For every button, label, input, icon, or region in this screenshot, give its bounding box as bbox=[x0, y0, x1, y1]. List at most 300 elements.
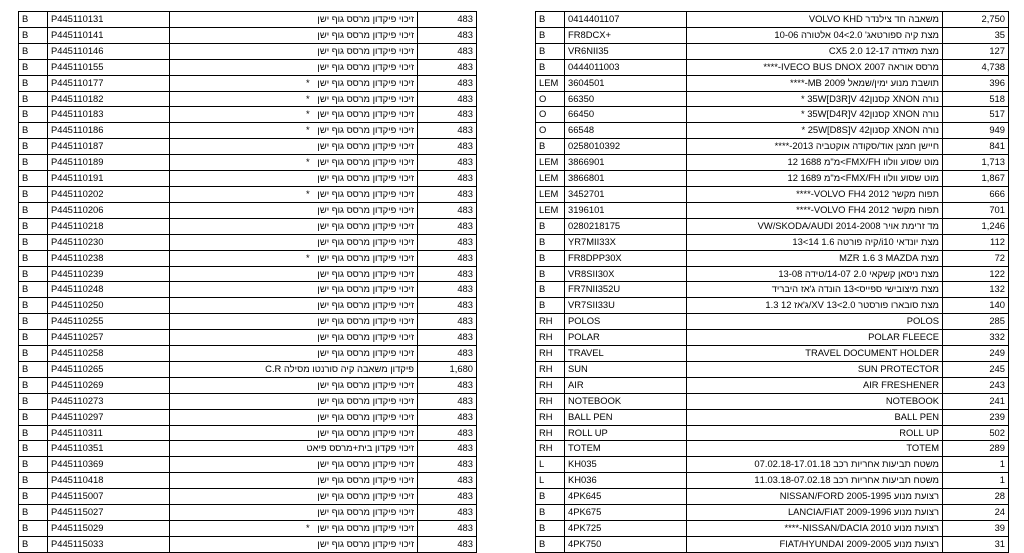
amount-cell: 483 bbox=[418, 59, 477, 75]
description-cell: משטח תביעות אחריות רכב 07.02.18-17.01.18 bbox=[687, 457, 943, 473]
description-cell: נורה XNON קסנון35W[D3R]V 42 * bbox=[687, 91, 943, 107]
description-cell: נורה XNON קסנון35W[D4R]V 42 * bbox=[687, 107, 943, 123]
amount-cell: 72 bbox=[943, 250, 1009, 266]
category-code-cell: B bbox=[536, 12, 565, 28]
amount-cell: 483 bbox=[418, 457, 477, 473]
description-text: זיכוי פיקדון מרסס גוף ישן bbox=[317, 426, 414, 438]
category-code-cell: B bbox=[19, 282, 48, 298]
description-cell: ROLL UP bbox=[687, 425, 943, 441]
part-number-cell: P445110230 bbox=[48, 234, 170, 250]
part-number-cell: NOTEBOOK bbox=[565, 393, 687, 409]
description-text: זיכוי פיקדון מרסס גוף ישן bbox=[317, 60, 414, 72]
description-cell: מוט שסוע וולוו FMX/FH>מ"מ 1689 12 bbox=[687, 171, 943, 187]
part-number-cell: 0280218175 bbox=[565, 218, 687, 234]
table-row bbox=[536, 377, 1009, 393]
table-row bbox=[19, 330, 477, 346]
table-row bbox=[536, 59, 1009, 75]
part-number-cell: P445110186 bbox=[48, 123, 170, 139]
part-number-cell: P445110265 bbox=[48, 361, 170, 377]
description-cell: TOTEM bbox=[687, 441, 943, 457]
table-row bbox=[536, 107, 1009, 123]
part-number-cell: P445110206 bbox=[48, 202, 170, 218]
category-code-cell: LEM bbox=[536, 75, 565, 91]
description-cell: רצועת מנוע NISSAN/DACIA 2010-**** bbox=[687, 521, 943, 537]
table-row bbox=[536, 186, 1009, 202]
description-cell bbox=[170, 75, 418, 91]
description-cell bbox=[170, 123, 418, 139]
category-code-cell: B bbox=[19, 425, 48, 441]
table-row bbox=[19, 218, 477, 234]
description-cell: BALL PEN bbox=[687, 409, 943, 425]
table-row bbox=[536, 123, 1009, 139]
table-row bbox=[536, 393, 1009, 409]
category-code-cell: B bbox=[19, 75, 48, 91]
table-row bbox=[19, 59, 477, 75]
description-text: זיכוי פיקדון מרסס גוף ישן bbox=[317, 219, 414, 231]
part-number-cell: 0414401107 bbox=[565, 12, 687, 28]
table-row bbox=[19, 234, 477, 250]
part-number-cell: 66350 bbox=[565, 91, 687, 107]
category-code-cell: B bbox=[19, 43, 48, 59]
asterisk-mark: * bbox=[306, 124, 310, 136]
amount-cell: 1 bbox=[943, 473, 1009, 489]
table-row bbox=[19, 314, 477, 330]
description-cell bbox=[170, 43, 418, 59]
part-number-cell: P445110250 bbox=[48, 298, 170, 314]
amount-cell: 245 bbox=[943, 361, 1009, 377]
amount-cell: 483 bbox=[418, 218, 477, 234]
category-code-cell: O bbox=[536, 91, 565, 107]
category-code-cell: B bbox=[19, 314, 48, 330]
table-row bbox=[19, 107, 477, 123]
table-row bbox=[536, 441, 1009, 457]
part-number-cell: VR7SII33U bbox=[565, 298, 687, 314]
category-code-cell: B bbox=[19, 346, 48, 362]
table-row bbox=[536, 330, 1009, 346]
category-code-cell: B bbox=[19, 91, 48, 107]
category-code-cell: L bbox=[536, 457, 565, 473]
category-code-cell: RH bbox=[536, 393, 565, 409]
description-text: זיכוי פיקדון מרסס גוף ישן bbox=[317, 13, 414, 24]
part-number-cell: YR7MII33X bbox=[565, 234, 687, 250]
part-number-cell: P445110189 bbox=[48, 155, 170, 171]
part-number-cell: P445110155 bbox=[48, 59, 170, 75]
part-number-cell: P445110255 bbox=[48, 314, 170, 330]
part-number-cell: 3866801 bbox=[565, 171, 687, 187]
table-row bbox=[19, 521, 477, 537]
table-row bbox=[19, 250, 477, 266]
table-row bbox=[19, 536, 477, 552]
description-cell bbox=[170, 521, 418, 537]
part-number-cell: 66450 bbox=[565, 107, 687, 123]
amount-cell: 1,246 bbox=[943, 218, 1009, 234]
amount-cell: 241 bbox=[943, 393, 1009, 409]
description-text: זיכוי פיקדון מרסס גוף ישן bbox=[317, 490, 414, 502]
description-text: זיכוי פיקדון מרסס גוף ישן bbox=[317, 124, 414, 136]
amount-cell: 483 bbox=[418, 298, 477, 314]
part-number-cell: P445110177 bbox=[48, 75, 170, 91]
category-code-cell: RH bbox=[536, 330, 565, 346]
amount-cell: 483 bbox=[418, 425, 477, 441]
category-code-cell: B bbox=[536, 59, 565, 75]
description-cell: נורה XNON קסנון25W[D8S]V 42 * bbox=[687, 123, 943, 139]
part-number-cell: 66548 bbox=[565, 123, 687, 139]
description-cell bbox=[170, 250, 418, 266]
amount-cell: 132 bbox=[943, 282, 1009, 298]
description-text: זיכוי פיקדון מרסס גוף ישן bbox=[317, 92, 414, 104]
category-code-cell: B bbox=[19, 234, 48, 250]
amount-cell: 949 bbox=[943, 123, 1009, 139]
description-text: זיכוי פיקדון מרסס גוף ישן bbox=[317, 410, 414, 422]
table-row bbox=[19, 282, 477, 298]
table-row bbox=[19, 75, 477, 91]
category-code-cell: B bbox=[19, 361, 48, 377]
category-code-cell: B bbox=[19, 473, 48, 489]
part-number-cell: 3604501 bbox=[565, 75, 687, 91]
table-row bbox=[19, 298, 477, 314]
description-text: זיכוי פיקדון מרסס גוף ישן bbox=[317, 235, 414, 247]
amount-cell: 483 bbox=[418, 12, 477, 28]
description-text: זיכוי פיקדון מרסס גוף ישן bbox=[317, 187, 414, 199]
amount-cell: 483 bbox=[418, 250, 477, 266]
amount-cell: 24 bbox=[943, 505, 1009, 521]
description-cell: תפוח מקשר VOLVO FH4 2012-**** bbox=[687, 186, 943, 202]
table-row bbox=[19, 12, 477, 28]
left-table-body bbox=[19, 12, 477, 553]
part-number-cell: FR8DCX+ bbox=[565, 27, 687, 43]
amount-cell: 483 bbox=[418, 282, 477, 298]
amount-cell: 483 bbox=[418, 123, 477, 139]
part-number-cell: P445110273 bbox=[48, 393, 170, 409]
description-text: זיכוי פיקדון מרסס גוף ישן bbox=[317, 28, 414, 40]
amount-cell: 140 bbox=[943, 298, 1009, 314]
table-row bbox=[536, 202, 1009, 218]
category-code-cell: B bbox=[19, 202, 48, 218]
category-code-cell: B bbox=[536, 282, 565, 298]
amount-cell: 483 bbox=[418, 521, 477, 537]
amount-cell: 2,750 bbox=[943, 12, 1009, 28]
description-cell bbox=[170, 186, 418, 202]
description-cell bbox=[170, 171, 418, 187]
part-number-cell: P445110187 bbox=[48, 139, 170, 155]
category-code-cell: RH bbox=[536, 361, 565, 377]
table-row bbox=[19, 393, 477, 409]
table-row bbox=[536, 298, 1009, 314]
asterisk-mark: * bbox=[306, 76, 310, 88]
part-number-cell: TOTEM bbox=[565, 441, 687, 457]
description-cell bbox=[170, 330, 418, 346]
table-row bbox=[19, 186, 477, 202]
category-code-cell: B bbox=[536, 250, 565, 266]
amount-cell: 483 bbox=[418, 393, 477, 409]
amount-cell: 483 bbox=[418, 409, 477, 425]
category-code-cell: RH bbox=[536, 314, 565, 330]
description-cell bbox=[170, 536, 418, 552]
part-number-cell: VR8SII30X bbox=[565, 266, 687, 282]
description-cell bbox=[170, 59, 418, 75]
description-cell bbox=[170, 441, 418, 457]
description-cell bbox=[170, 12, 418, 28]
part-number-cell: P445110269 bbox=[48, 377, 170, 393]
table-row bbox=[19, 473, 477, 489]
description-cell bbox=[170, 489, 418, 505]
description-cell: חיישן חמצן אוד/סקודה אוקטביה 2013-**** bbox=[687, 139, 943, 155]
part-number-cell: 0258010392 bbox=[565, 139, 687, 155]
description-text: זיכוי פיקדון מרסס גוף ישן bbox=[317, 172, 414, 184]
description-cell bbox=[170, 234, 418, 250]
table-row bbox=[536, 250, 1009, 266]
part-number-cell: P445115007 bbox=[48, 489, 170, 505]
description-text: זיכוי פיקדון מרסס גוף ישן bbox=[317, 347, 414, 359]
category-code-cell: B bbox=[536, 536, 565, 552]
category-code-cell: B bbox=[19, 155, 48, 171]
amount-cell: 483 bbox=[418, 139, 477, 155]
amount-cell: 483 bbox=[418, 155, 477, 171]
part-number-cell: P445110191 bbox=[48, 171, 170, 187]
part-number-cell: VR6NII35 bbox=[565, 43, 687, 59]
table-row bbox=[536, 361, 1009, 377]
amount-cell: 483 bbox=[418, 330, 477, 346]
amount-cell: 483 bbox=[418, 171, 477, 187]
category-code-cell: B bbox=[19, 59, 48, 75]
category-code-cell: B bbox=[19, 409, 48, 425]
description-cell bbox=[170, 505, 418, 521]
description-cell: מצת MZR 1.6 3 MAZDA bbox=[687, 250, 943, 266]
amount-cell: 1,867 bbox=[943, 171, 1009, 187]
description-cell bbox=[170, 27, 418, 43]
amount-cell: 1,680 bbox=[418, 361, 477, 377]
amount-cell: 841 bbox=[943, 139, 1009, 155]
amount-cell: 1 bbox=[943, 457, 1009, 473]
left-parts-table bbox=[18, 11, 477, 553]
part-number-cell: POLAR bbox=[565, 330, 687, 346]
description-cell: מצת מאזדה CX5 2.0 12-17 bbox=[687, 43, 943, 59]
category-code-cell: LEM bbox=[536, 171, 565, 187]
category-code-cell: B bbox=[19, 393, 48, 409]
description-text: זיכוי פיקדון מרסס גוף ישן bbox=[317, 76, 414, 88]
amount-cell: 701 bbox=[943, 202, 1009, 218]
category-code-cell: LEM bbox=[536, 202, 565, 218]
description-cell: POLOS bbox=[687, 314, 943, 330]
category-code-cell: RH bbox=[536, 425, 565, 441]
amount-cell: 35 bbox=[943, 27, 1009, 43]
table-row bbox=[536, 266, 1009, 282]
amount-cell: 483 bbox=[418, 43, 477, 59]
description-cell: תפוח מקשר VOLVO FH4 2012-**** bbox=[687, 202, 943, 218]
category-code-cell: B bbox=[19, 441, 48, 457]
category-code-cell: B bbox=[19, 250, 48, 266]
category-code-cell: L bbox=[536, 473, 565, 489]
part-number-cell: P445110202 bbox=[48, 186, 170, 202]
category-code-cell: B bbox=[19, 107, 48, 123]
category-code-cell: B bbox=[19, 457, 48, 473]
category-code-cell: B bbox=[19, 218, 48, 234]
category-code-cell: B bbox=[19, 12, 48, 28]
part-number-cell: P445110248 bbox=[48, 282, 170, 298]
part-number-cell: P445110218 bbox=[48, 218, 170, 234]
category-code-cell: B bbox=[536, 266, 565, 282]
table-row bbox=[19, 425, 477, 441]
amount-cell: 483 bbox=[418, 234, 477, 250]
asterisk-mark: * bbox=[306, 156, 310, 168]
table-row bbox=[536, 505, 1009, 521]
part-number-cell: 4PK645 bbox=[565, 489, 687, 505]
part-number-cell: P445110369 bbox=[48, 457, 170, 473]
part-number-cell: 4PK725 bbox=[565, 521, 687, 537]
amount-cell: 332 bbox=[943, 330, 1009, 346]
amount-cell: 502 bbox=[943, 425, 1009, 441]
part-number-cell: P445110311 bbox=[48, 425, 170, 441]
table-row bbox=[19, 489, 477, 505]
amount-cell: 396 bbox=[943, 75, 1009, 91]
part-number-cell: 3196101 bbox=[565, 202, 687, 218]
description-cell: מצת קיה ספורטאג' 2.0>04 אלטורה 10-06 bbox=[687, 27, 943, 43]
description-cell bbox=[170, 202, 418, 218]
amount-cell: 127 bbox=[943, 43, 1009, 59]
amount-cell: 483 bbox=[418, 346, 477, 362]
category-code-cell: B bbox=[19, 330, 48, 346]
table-row bbox=[19, 91, 477, 107]
description-text: זיכוי פיקדון מרסס גוף ישן bbox=[317, 140, 414, 152]
category-code-cell: B bbox=[19, 27, 48, 43]
category-code-cell: B bbox=[19, 489, 48, 505]
part-number-cell: 3866901 bbox=[565, 155, 687, 171]
table-row bbox=[19, 155, 477, 171]
amount-cell: 483 bbox=[418, 27, 477, 43]
table-row bbox=[536, 155, 1009, 171]
part-number-cell: P445110418 bbox=[48, 473, 170, 489]
part-number-cell: P445115029 bbox=[48, 521, 170, 537]
amount-cell: 483 bbox=[418, 473, 477, 489]
part-number-cell: SUN bbox=[565, 361, 687, 377]
table-row bbox=[536, 425, 1009, 441]
description-cell: מד זרימת אויר VW/SKODA/AUDI 2014-2008 bbox=[687, 218, 943, 234]
part-number-cell: P445110182 bbox=[48, 91, 170, 107]
description-cell: תושבת מנוע ימין/שמאל MB 2009-**** bbox=[687, 75, 943, 91]
description-text: זיכוי פיקדון מרסס גוף ישן bbox=[317, 267, 414, 279]
amount-cell: 518 bbox=[943, 91, 1009, 107]
description-text: זיכוי פיקדון מרסס גוף ישן bbox=[317, 506, 414, 518]
amount-cell: 483 bbox=[418, 505, 477, 521]
category-code-cell: LEM bbox=[536, 186, 565, 202]
description-cell bbox=[170, 139, 418, 155]
table-row bbox=[536, 489, 1009, 505]
description-cell bbox=[170, 266, 418, 282]
table-row bbox=[536, 12, 1009, 28]
right-table-body bbox=[536, 12, 1009, 553]
description-text: זיכוי פיקדון מרסס גוף ישן bbox=[317, 203, 414, 215]
amount-cell: 243 bbox=[943, 377, 1009, 393]
description-cell bbox=[170, 393, 418, 409]
description-cell: SUN PROTECTOR bbox=[687, 361, 943, 377]
description-cell: מוט שסוע וולוו FMX/FH>מ"מ 1688 12 bbox=[687, 155, 943, 171]
description-cell bbox=[170, 346, 418, 362]
amount-cell: 666 bbox=[943, 186, 1009, 202]
table-row bbox=[536, 282, 1009, 298]
table-row bbox=[536, 27, 1009, 43]
description-cell bbox=[170, 155, 418, 171]
description-cell: משאבה חד צילנדר VOLVO KHD bbox=[687, 12, 943, 28]
part-number-cell: P445110351 bbox=[48, 441, 170, 457]
description-text: זיכוי פיקדון מרסס גוף ישן bbox=[317, 458, 414, 470]
table-row bbox=[536, 91, 1009, 107]
amount-cell: 483 bbox=[418, 186, 477, 202]
description-text: זיכוי פיקדון מרסס גוף ישן bbox=[317, 44, 414, 56]
description-cell: POLAR FLEECE bbox=[687, 330, 943, 346]
part-number-cell: TRAVEL bbox=[565, 346, 687, 362]
category-code-cell: B bbox=[19, 171, 48, 187]
amount-cell: 39 bbox=[943, 521, 1009, 537]
category-code-cell: RH bbox=[536, 409, 565, 425]
amount-cell: 239 bbox=[943, 409, 1009, 425]
description-text: זיכוי פיקדון מרסס גוף ישן bbox=[317, 537, 414, 549]
amount-cell: 483 bbox=[418, 489, 477, 505]
description-text: זיכוי פיקדון מרסס גוף ישן bbox=[317, 394, 414, 406]
part-number-cell: P445110297 bbox=[48, 409, 170, 425]
table-row bbox=[536, 314, 1009, 330]
description-text: זיכוי פיקדון מרסס גוף ישן bbox=[317, 108, 414, 120]
table-row bbox=[19, 457, 477, 473]
description-cell: TRAVEL DOCUMENT HOLDER bbox=[687, 346, 943, 362]
category-code-cell: B bbox=[536, 489, 565, 505]
category-code-cell: B bbox=[536, 27, 565, 43]
category-code-cell: B bbox=[536, 521, 565, 537]
description-text: זיכוי פיקדון מרסס גוף ישן bbox=[317, 378, 414, 390]
amount-cell: 483 bbox=[418, 202, 477, 218]
description-text: פיקדון משאבה קיה סורנטו מסילה C.R bbox=[265, 362, 414, 374]
amount-cell: 4,738 bbox=[943, 59, 1009, 75]
amount-cell: 483 bbox=[418, 266, 477, 282]
description-text: זיכוי פקדון בית+מרסס פיאט bbox=[306, 442, 414, 454]
category-code-cell: B bbox=[536, 139, 565, 155]
category-code-cell: RH bbox=[536, 377, 565, 393]
description-text: זיכוי פיקדון מרסס גוף ישן bbox=[317, 283, 414, 295]
description-cell: רצועת מנוע LANCIA/FIAT 2009-1996 bbox=[687, 505, 943, 521]
part-number-cell: 4PK750 bbox=[565, 536, 687, 552]
table-row bbox=[536, 521, 1009, 537]
description-cell: רצועת מנוע FIAT/HYUNDAI 2009-2005 bbox=[687, 536, 943, 552]
amount-cell: 483 bbox=[418, 75, 477, 91]
part-number-cell: P445110238 bbox=[48, 250, 170, 266]
description-cell bbox=[170, 282, 418, 298]
category-code-cell: O bbox=[536, 107, 565, 123]
amount-cell: 483 bbox=[418, 314, 477, 330]
category-code-cell: B bbox=[19, 298, 48, 314]
description-cell bbox=[170, 409, 418, 425]
table-row bbox=[536, 218, 1009, 234]
amount-cell: 517 bbox=[943, 107, 1009, 123]
category-code-cell: B bbox=[19, 266, 48, 282]
table-row bbox=[19, 266, 477, 282]
description-cell bbox=[170, 377, 418, 393]
description-text: זיכוי פיקדון מרסס גוף ישן bbox=[317, 315, 414, 327]
table-row bbox=[19, 505, 477, 521]
amount-cell: 483 bbox=[418, 91, 477, 107]
table-row bbox=[536, 75, 1009, 91]
description-text: זיכוי פיקדון מרסס גוף ישן bbox=[317, 474, 414, 486]
amount-cell: 483 bbox=[418, 107, 477, 123]
table-row bbox=[536, 473, 1009, 489]
description-text: זיכוי פיקדון מרסס גוף ישן bbox=[317, 299, 414, 311]
amount-cell: 289 bbox=[943, 441, 1009, 457]
table-row bbox=[19, 409, 477, 425]
amount-cell: 112 bbox=[943, 234, 1009, 250]
part-number-cell: P445110239 bbox=[48, 266, 170, 282]
description-cell bbox=[170, 457, 418, 473]
table-row bbox=[19, 27, 477, 43]
table-row bbox=[19, 43, 477, 59]
amount-cell: 28 bbox=[943, 489, 1009, 505]
